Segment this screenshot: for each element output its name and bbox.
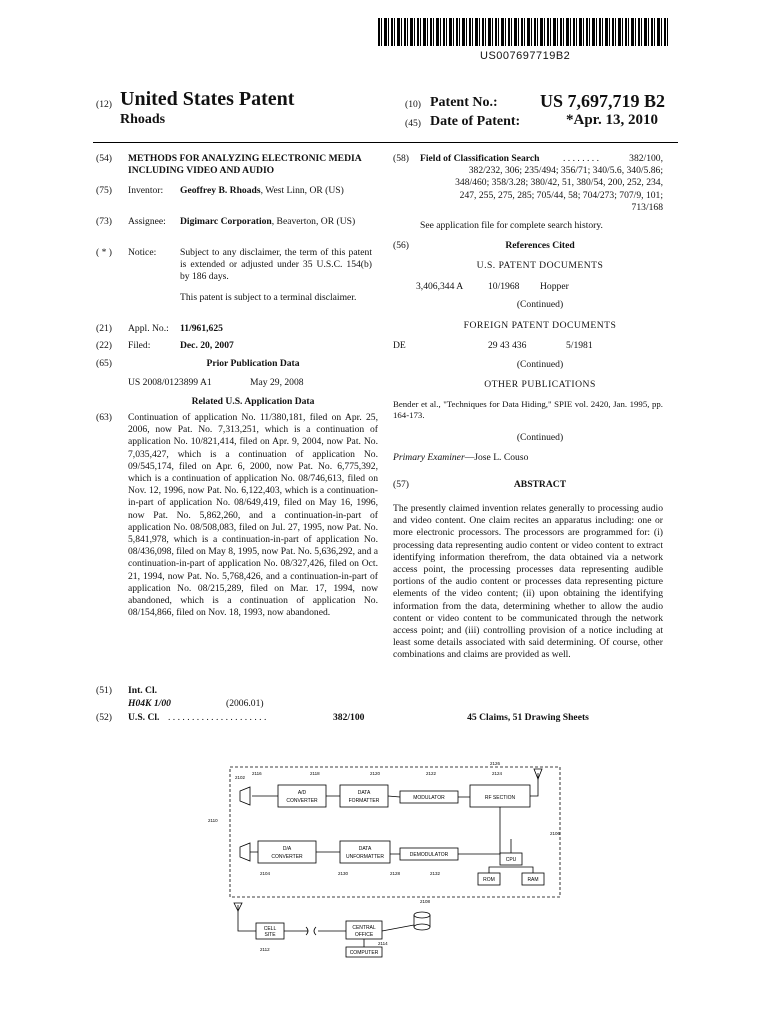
related-data-heading: Related U.S. Application Data bbox=[191, 396, 315, 407]
fig-site-label: SITE bbox=[264, 932, 276, 938]
fig-ref-numeral: 2106 bbox=[550, 831, 561, 836]
patent-no-code: (10) bbox=[405, 99, 421, 110]
patent-number: US 7,697,719 B2 bbox=[540, 91, 666, 111]
notice-label: Notice: bbox=[128, 247, 157, 258]
continued-3: (Continued) bbox=[516, 432, 564, 443]
us-ref-number: 3,406,344 A bbox=[416, 281, 464, 292]
f56-code: (56) bbox=[393, 240, 409, 251]
fig-ref-numeral: 2130 bbox=[338, 871, 349, 876]
foreign-number: 29 43 436 bbox=[488, 340, 527, 351]
patent-no-label: Patent No.: bbox=[430, 95, 498, 110]
notice-code: ( * ) bbox=[96, 247, 112, 258]
claims-summary: 45 Claims, 51 Drawing Sheets bbox=[467, 712, 589, 723]
prior-publication-number: US 2008/0123899 A1 bbox=[128, 377, 212, 388]
inventor-surname: Rhoads bbox=[120, 112, 166, 127]
fig-cell-label: CELL bbox=[263, 926, 277, 932]
fig-ref-numeral: 2102 bbox=[235, 775, 246, 780]
fig-ref-numeral: 2116 bbox=[252, 771, 262, 776]
fig-rf-label: RF SECTION bbox=[484, 795, 516, 801]
inventor-name: Geoffrey B. Rhoads bbox=[180, 185, 261, 196]
us-ref-date: 10/1968 bbox=[488, 281, 520, 292]
fig-data-label: DATA bbox=[357, 790, 371, 796]
f73-code: (73) bbox=[96, 216, 112, 227]
f58-code: (58) bbox=[393, 153, 409, 164]
abstract-text: The presently claimed invention relates generally to processing audio and video content. One claim recites an apparatus including: one or more electronic processors. The processors are programmed for: (i) processing data representing audio content or video content to extract identifying information therefrom, the data obtained via a network access point, the processing processes data representing audible portions of the audio content or processes data representing picture elements of the video content; (ii) upon obtaining the identifying information from the data, determining whether to allow the audio content or video content to be communicated through the network access point; and (iii) controlling provision of a notice including at least some details associated with said determining. Of course, other combinations and claims are provided as well. bbox=[393, 503, 663, 661]
examiner-field bbox=[393, 452, 528, 464]
f58-label: Field of Classification Search bbox=[420, 153, 540, 164]
patent-title: United States Patent bbox=[120, 88, 295, 110]
fig-ref-numeral: 2108 bbox=[420, 899, 431, 904]
application-number: 11/961,625 bbox=[180, 323, 223, 334]
fig-converter-label: CONVERTER bbox=[286, 798, 318, 804]
fig-data2-label: DATA bbox=[358, 846, 372, 852]
fig-ad-label: A/D bbox=[297, 790, 307, 796]
filed-date: Dec. 20, 2007 bbox=[180, 340, 234, 351]
f54-code: (54) bbox=[96, 153, 112, 164]
fig-central-label: CENTRAL bbox=[352, 925, 376, 931]
document-number: US007697719B2 bbox=[480, 50, 571, 62]
assignee-location: , Beaverton, OR (US) bbox=[271, 216, 356, 227]
fig-converter2-label: CONVERTER bbox=[271, 854, 303, 860]
f65-code: (65) bbox=[96, 358, 112, 369]
fig-modulator-label: MODULATOR bbox=[413, 795, 445, 801]
f21-code: (21) bbox=[96, 323, 112, 334]
other-pubs-heading: OTHER PUBLICATIONS bbox=[484, 379, 596, 390]
terminal-disclaimer: This patent is subject to a terminal disclaimer. bbox=[180, 292, 357, 303]
f21-label: Appl. No.: bbox=[128, 323, 169, 334]
fig-ref-numeral: 2128 bbox=[390, 871, 401, 876]
f52-dots: . . . . . . . . . . . . . . . . . . . . . bbox=[168, 712, 267, 723]
invention-title: METHODS FOR ANALYZING ELECTRONIC MEDIA INCLUDING VIDEO AND AUDIO bbox=[128, 153, 362, 177]
us-class: 382/100 bbox=[333, 712, 365, 723]
country-code: (12) bbox=[96, 99, 112, 110]
continuation-text: Continuation of application No. 11/380,181, filed on Apr. 25, 2006, now Pat. No. 7,313,251, which is a continuation of application No. 10/821,414, filed on Apr. 9, 2004, now Pat. No. 7,035,427, which is a continuation of application No. 09/545,174, filed on Apr. 6, 2000, now Pat. No. 6,775,392, which is a continuation of application No. 08/746,613, filed on Nov. 12, 1996, now Pat. No. 6,122,403, which is a continuation-in-part of application No. 08/649,419, filed on May 16, 1996, now Pat. No. 5,862,260, and a continuation-in-part of application No. 08/508,083, filed on Jul. 27, 1995, now Pat. No. 5,841,978, which is a continuation-in-part of application No. 08/436,098, filed on May 8, 1995, now Pat. No. 5,636,292, and a continuation-in-part of application No. 08/327,426, filed on Oct. 21, 1994, now Pat. No. 5,768,426, and a continuation-in-part of application No. 08/215,289, filed on Mar. 17, 1994, now abandoned, which is a continuation of application No. 08/154,866, filed on Nov. 18, 1993, now abandoned. bbox=[128, 412, 378, 619]
abstract-heading: ABSTRACT bbox=[513, 479, 567, 490]
f22-label: Filed: bbox=[128, 340, 151, 351]
fig-demodulator-label: DEMODULATOR bbox=[409, 852, 449, 858]
f75-code: (75) bbox=[96, 185, 112, 196]
fig-rom-label: ROM bbox=[483, 877, 495, 883]
int-class-year: (2006.01) bbox=[226, 698, 264, 709]
fig-ref-numeral: 2126 bbox=[490, 761, 501, 766]
f22-code: (22) bbox=[96, 340, 112, 351]
fig-ref-numeral: 2118 bbox=[310, 771, 320, 776]
fig-office-label: OFFICE bbox=[354, 932, 374, 938]
fig-ref-numeral: 2132 bbox=[430, 871, 441, 876]
foreign-date: 5/1981 bbox=[566, 340, 593, 351]
us-docs-heading: U.S. PATENT DOCUMENTS bbox=[476, 260, 604, 271]
barcode bbox=[378, 18, 668, 46]
fig-cpu-label: CPU bbox=[505, 857, 517, 863]
fig-ref-numeral: 2124 bbox=[492, 771, 503, 776]
fig-ref-numeral: 2104 bbox=[260, 871, 271, 876]
int-class: H04K 1/00 bbox=[128, 698, 171, 709]
classification-values: 382/100, 382/232, 306; 235/494; 356/71; 340/5.6, 340/5.86; 348/460; 358/3.28; 380/42, 51, 380/54, 200, 252, 234, 247, 255, 275, 285; 705/44, 58; 704/273; 707/9, 101; 713/168 bbox=[455, 153, 663, 213]
fig-ref-numeral: 2120 bbox=[370, 771, 381, 776]
fig-computer-label: COMPUTER bbox=[349, 950, 379, 956]
fig-unformatter-label: UNFORMATTER bbox=[346, 854, 384, 860]
f58-dots: . . . . . . . . bbox=[563, 153, 599, 164]
fig-ref-numeral: 2112 bbox=[260, 947, 270, 952]
fig-ref-numeral: 2110 bbox=[208, 818, 218, 823]
f57-code: (57) bbox=[393, 479, 409, 490]
continued-1: (Continued) bbox=[516, 299, 564, 310]
inventor-location: , West Linn, OR (US) bbox=[260, 185, 344, 196]
fig-formatter-label: FORMATTER bbox=[348, 798, 380, 804]
foreign-country: DE bbox=[393, 340, 406, 351]
f52-code: (52) bbox=[96, 712, 112, 723]
f51-label: Int. Cl. bbox=[128, 685, 158, 696]
us-ref-name: Hopper bbox=[540, 281, 569, 292]
notice-text: Subject to any disclaimer, the term of this patent is extended or adjusted under 35 U.S.C. 154(b) by 186 days. bbox=[180, 247, 372, 283]
assignee-field bbox=[180, 216, 380, 228]
foreign-docs-heading: FOREIGN PATENT DOCUMENTS bbox=[463, 320, 617, 331]
f75-label: Inventor: bbox=[128, 185, 164, 196]
inventor-field bbox=[180, 185, 380, 197]
prior-publication-date: May 29, 2008 bbox=[250, 377, 304, 388]
date-label: Date of Patent: bbox=[430, 114, 521, 129]
fig-ref-numeral: 2114 bbox=[378, 941, 388, 946]
fig-ref-numeral: 2122 bbox=[426, 771, 437, 776]
phone-boundary bbox=[230, 767, 560, 897]
assignee-name: Digimarc Corporation bbox=[180, 216, 272, 227]
fig-ram-label: RAM bbox=[527, 877, 539, 883]
f51-code: (51) bbox=[96, 685, 112, 696]
other-pub-text: Bender et al., "Techniques for Data Hiding," SPIE vol. 2420, Jan. 1995, pp. 164-173. bbox=[393, 399, 663, 420]
date-code: (45) bbox=[405, 118, 421, 129]
fig-da-label: D/A bbox=[282, 846, 292, 852]
header-divider bbox=[93, 142, 678, 143]
patent-date: *Apr. 13, 2010 bbox=[566, 112, 658, 128]
drawing-figure bbox=[200, 755, 570, 970]
continued-2: (Continued) bbox=[516, 359, 564, 370]
f63-code: (63) bbox=[96, 412, 112, 423]
search-history-note: See application file for complete search history. bbox=[420, 220, 603, 231]
examiner-name: —Jose L. Couso bbox=[464, 452, 529, 463]
f73-label: Assignee: bbox=[128, 216, 166, 227]
prior-publication-heading: Prior Publication Data bbox=[206, 358, 300, 369]
references-heading: References Cited bbox=[505, 240, 575, 251]
f52-label: U.S. Cl. bbox=[128, 712, 160, 723]
examiner-label: Primary Examiner bbox=[393, 452, 465, 463]
